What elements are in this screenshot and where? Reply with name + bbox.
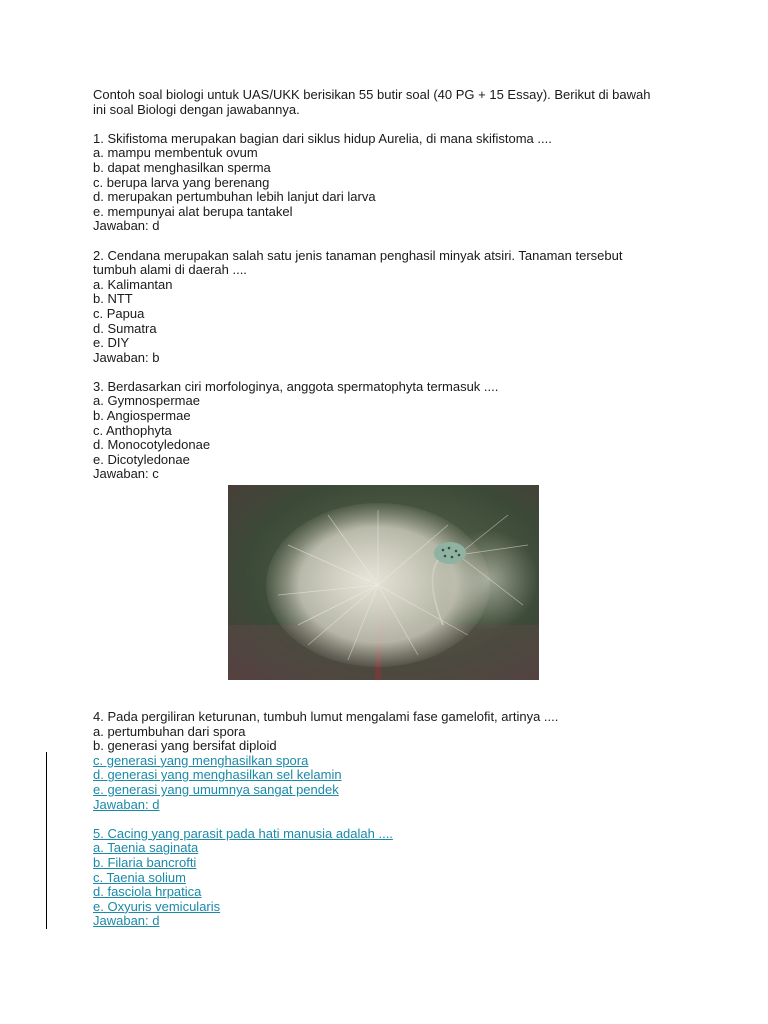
option-c-link[interactable]: c. generasi yang menghasilkan spora (93, 752, 309, 768)
option-a: a. Gymnospermae (93, 393, 200, 409)
question-4 (93, 710, 683, 812)
intro-line: ini soal Biologi dengan jawabannya. (93, 101, 300, 117)
margin-change-bar (46, 752, 47, 929)
option-b: b. generasi yang bersifat diploid (93, 738, 277, 754)
question-1 (93, 132, 683, 234)
option-c: c. Anthophyta (93, 422, 172, 438)
answer: Jawaban: c (93, 466, 159, 482)
option-d: d. merupakan pertumbuhan lebih lanjut dari larva (93, 189, 376, 205)
question-text-link[interactable]: 5. Cacing yang parasit pada hati manusia adalah .... (93, 825, 393, 841)
question-text: 4. Pada pergiliran keturunan, tumbuh lumut mengalami fase gamelofit, artinya .... (93, 709, 559, 725)
option-b: b. dapat menghasilkan sperma (93, 159, 271, 175)
option-e: e. Dicotyledonae (93, 451, 190, 467)
option-c: c. Papua (93, 305, 145, 321)
option-c-link[interactable]: c. Taenia solium (93, 869, 186, 885)
question-text-cont: tumbuh alami di daerah .... (93, 262, 247, 278)
intro-paragraph (93, 88, 683, 117)
question-3 (93, 380, 683, 482)
option-a: a. mampu membentuk ovum (93, 145, 258, 161)
option-b-link[interactable]: b. Filaria bancrofti (93, 854, 197, 870)
option-b: b. NTT (93, 291, 133, 307)
dandelion-photo (228, 485, 539, 680)
option-b: b. Angiospermae (93, 408, 191, 424)
question-text: 1. Skifistoma merupakan bagian dari siklus hidup Aurelia, di mana skifistoma .... (93, 130, 552, 146)
answer-link[interactable]: Jawaban: d (93, 796, 160, 812)
option-a-link[interactable]: a. Taenia saginata (93, 840, 199, 856)
option-a: a. Kalimantan (93, 276, 173, 292)
question-text: 2. Cendana merupakan salah satu jenis tanaman penghasil minyak atsiri. Tanaman tersebut (93, 247, 623, 263)
option-a: a. pertumbuhan dari spora (93, 723, 246, 739)
answer-link[interactable]: Jawaban: d (93, 913, 160, 929)
question-text: 3. Berdasarkan ciri morfologinya, anggota spermatophyta termasuk .... (93, 378, 499, 394)
option-d-link[interactable]: d. fasciola hrpatica (93, 884, 202, 900)
option-c: c. berupa larva yang berenang (93, 174, 270, 190)
answer: Jawaban: d (93, 218, 160, 234)
option-d-link[interactable]: d. generasi yang menghasilkan sel kelamin (93, 767, 342, 783)
document-body (93, 88, 683, 929)
question-5 (93, 827, 683, 929)
intro-line: Contoh soal biologi untuk UAS/UKK berisikan 55 butir soal (40 PG + 15 Essay). Berikut di bawah (93, 87, 651, 102)
option-e-link[interactable]: e. generasi yang umumnya sangat pendek (93, 782, 339, 797)
answer: Jawaban: b (93, 349, 160, 365)
option-d: d. Monocotyledonae (93, 437, 211, 453)
option-e: e. mempunyai alat berupa tantakel (93, 203, 293, 219)
option-e: e. DIY (93, 335, 130, 351)
option-e-link[interactable]: e. Oxyuris vemicularis (93, 898, 221, 914)
option-d: d. Sumatra (93, 320, 157, 336)
question-2 (93, 249, 683, 366)
